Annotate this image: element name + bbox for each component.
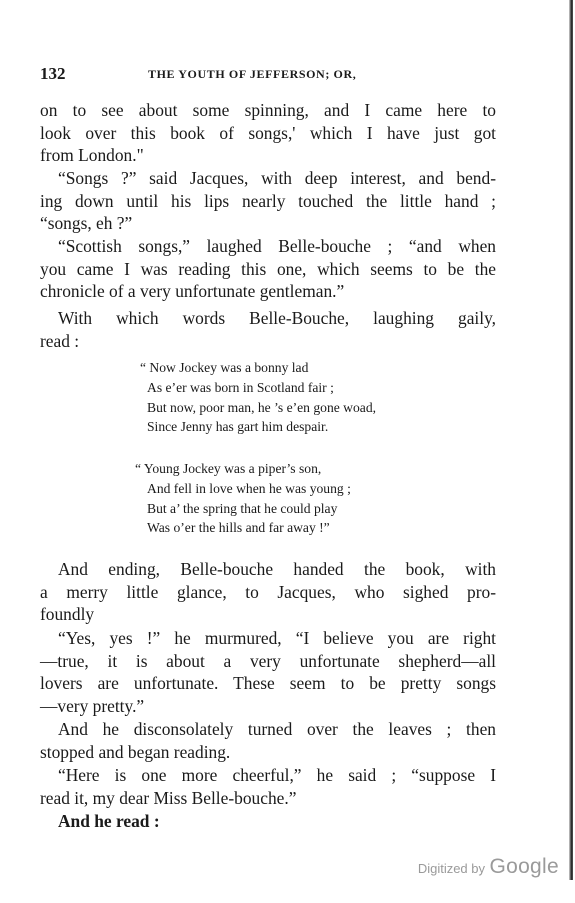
paragraph-with-which: [40, 307, 496, 352]
poem-line: “ Now Jockey was a bonny lad: [140, 360, 309, 375]
text-line: And ending, Belle-bouche handed the book, with: [58, 559, 496, 579]
poem-stanza-1: [40, 358, 496, 437]
text-line: read it, my dear Miss Belle-bouche.”: [40, 787, 297, 808]
paragraph-more-cheerful: [40, 764, 496, 809]
paragraph-songs: [40, 167, 496, 235]
text-line: And he read :: [58, 811, 160, 831]
poem-line: But now, poor man, he ’s e’en gone woad,: [147, 399, 377, 415]
text-line: “Here is one more cheerful,” he said ; “suppose I: [58, 765, 496, 785]
page-header: [40, 64, 500, 84]
page-edge-shadow: [569, 0, 573, 880]
poem-line: “ Young Jockey was a piper’s son,: [135, 461, 322, 476]
text-line: on to see about some spinning, and I came here to: [40, 100, 496, 120]
paragraph-disconsolately: [40, 718, 496, 763]
text-line: you came I was reading this one, which seems to be the: [40, 258, 496, 279]
poem-line: Was o’er the hills and far away !”: [147, 520, 330, 536]
watermark-prefix: Digitized by: [417, 861, 486, 876]
paragraph-and-he-read: [40, 810, 496, 833]
google-logo-text: Google: [489, 855, 559, 878]
text-line: “Songs ?” said Jacques, with deep interest, and bend-: [58, 168, 496, 188]
digitized-by-watermark: [418, 855, 559, 879]
poem-stanza-2: [40, 459, 496, 538]
poem-line: And fell in love when he was young ;: [147, 480, 351, 496]
text-line: ing down until his lips nearly touched the little hand ;: [40, 190, 496, 211]
text-line: And he disconsolately turned over the leaves ; then: [58, 719, 496, 739]
text-line: from London.": [40, 145, 144, 166]
text-line: read :: [40, 330, 80, 351]
page-number: 132: [40, 64, 66, 83]
text-line: “songs, eh ?”: [40, 213, 133, 234]
poem-line: But a’ the spring that he could play: [147, 500, 338, 516]
paragraph-yes-yes: [40, 627, 496, 717]
paragraph-continuation: [40, 99, 496, 167]
text-line: a merry little glance, to Jacques, who sighed pro-: [40, 581, 496, 602]
text-line: stopped and began reading.: [40, 741, 231, 762]
text-line: “Yes, yes !” he murmured, “I believe you are right: [58, 628, 496, 648]
paragraph-scottish: [40, 235, 496, 303]
text-line: —very pretty.”: [40, 695, 145, 716]
text-line: chronicle of a very unfortunate gentleman.”: [40, 281, 345, 302]
text-line: With which words Belle-Bouche, laughing gaily,: [58, 308, 496, 328]
poem-line: As e’er was born in Scotland fair ;: [147, 379, 334, 395]
text-line: foundly: [40, 604, 95, 625]
paragraph-and-ending: [40, 558, 496, 626]
text-line: “Scottish songs,” laughed Belle-bouche ; “and when: [58, 236, 496, 256]
running-title: THE YOUTH OF JEFFERSON; OR,: [148, 67, 357, 81]
text-line: look over this book of songs,' which I have just got: [40, 122, 496, 143]
poem-line: Since Jenny has gart him despair.: [147, 419, 329, 435]
text-line: —true, it is about a very unfortunate shepherd—all: [40, 650, 496, 671]
text-line: lovers are unfortunate. These seem to be pretty songs: [40, 673, 496, 694]
